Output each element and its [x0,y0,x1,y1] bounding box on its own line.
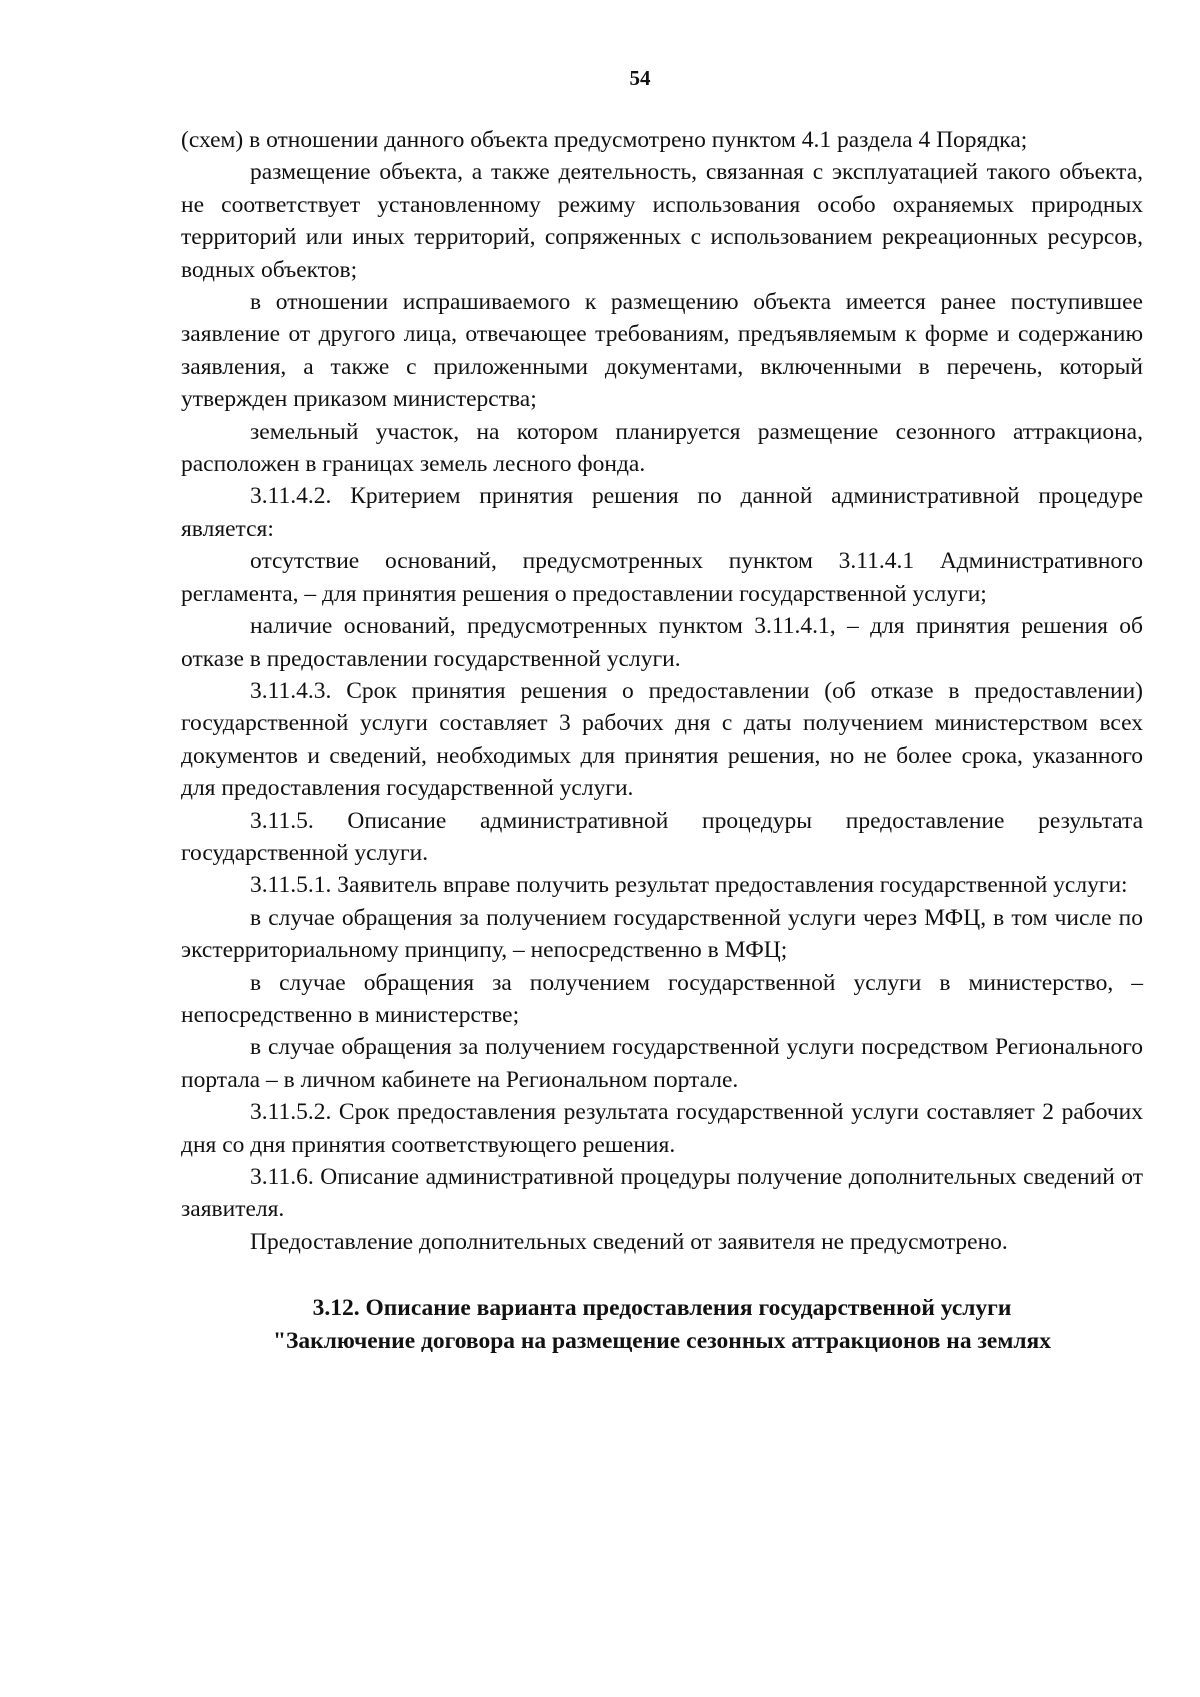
paragraph: 3.11.4.3. Срок принятия решения о предоставлении (об отказе в предоставлении) государственной услуги составляет 3 рабочих дня с даты получением министерством всех документов и сведений, необходимых для принятия решения, но не более срока, указанного для предоставления государственной услуги. [181,677,1143,802]
paragraph: отсутствие оснований, предусмотренных пунктом 3.11.4.1 Административного регламента, – для принятия решения о предоставлении государственной услуги; [181,548,1143,607]
paragraph: 3.11.5. Описание административной процедуры предоставление результата государственной услуги. [181,807,1143,866]
paragraph: 3.11.6. Описание административной процедуры получение дополнительных сведений от заявителя. [181,1164,1143,1223]
paragraph: 3.11.5.2. Срок предоставления результата государственной услуги составляет 2 рабочих дня со дня принятия соответствующего решения. [181,1099,1143,1158]
paragraph: в случае обращения за получением государственной услуги в министерство, – непосредственно в министерстве; [181,969,1143,1028]
paragraph: 3.11.5.1. Заявитель вправе получить результат предоставления государственной услуги: [250,872,1128,899]
paragraph: Предоставление дополнительных сведений от заявителя не предусмотрено. [250,1228,1008,1255]
section-heading [181,1292,1143,1358]
paragraph: в случае обращения за получением государственной услуги через МФЦ, в том числе по экстерриториальному принципу, – непосредственно в МФЦ; [181,904,1143,964]
paragraph: в случае обращения за получением государственной услуги посредством Регионального портала – в личном кабинете на Региональном портале. [181,1034,1143,1093]
page-number: 54 [629,66,651,90]
page-body [181,124,1143,1358]
paragraph: земельный участок, на котором планируется размещение сезонного аттракциона, расположен в границах земель лесного фонда. [181,418,1143,478]
paragraph: в отношении испрашиваемого к размещению объекта имеется ранее поступившее заявление от другого лица, отвечающее требованиям, предъявляемым к форме и содержанию заявления, а также с приложенными документами, включенными в перечень, который утвержден приказом министерства; [181,289,1143,413]
section-heading-line: 3.12. Описание варианта предоставления государственной услуги [312,1295,1012,1322]
paragraph: 3.11.4.2. Критерием принятия решения по данной административной процедуре является: [181,483,1143,542]
paragraph: наличие оснований, предусмотренных пунктом 3.11.4.1, – для принятия решения об отказе в предоставлении государственной услуги. [181,613,1143,672]
paragraph: (схем) в отношении данного объекта предусмотрено пунктом 4.1 раздела 4 Порядка; [181,127,1028,153]
section-heading-line: "Заключение договора на размещение сезонных аттракционов на землях [272,1328,1052,1355]
paragraph: размещение объекта, а также деятельность, связанная с эксплуатацией такого объекта, не соответствует установленному режиму использования особо охраняемых природных территорий или иных территорий, сопряженных с использованием рекреационных ресурсов, водных объектов; [181,159,1143,283]
